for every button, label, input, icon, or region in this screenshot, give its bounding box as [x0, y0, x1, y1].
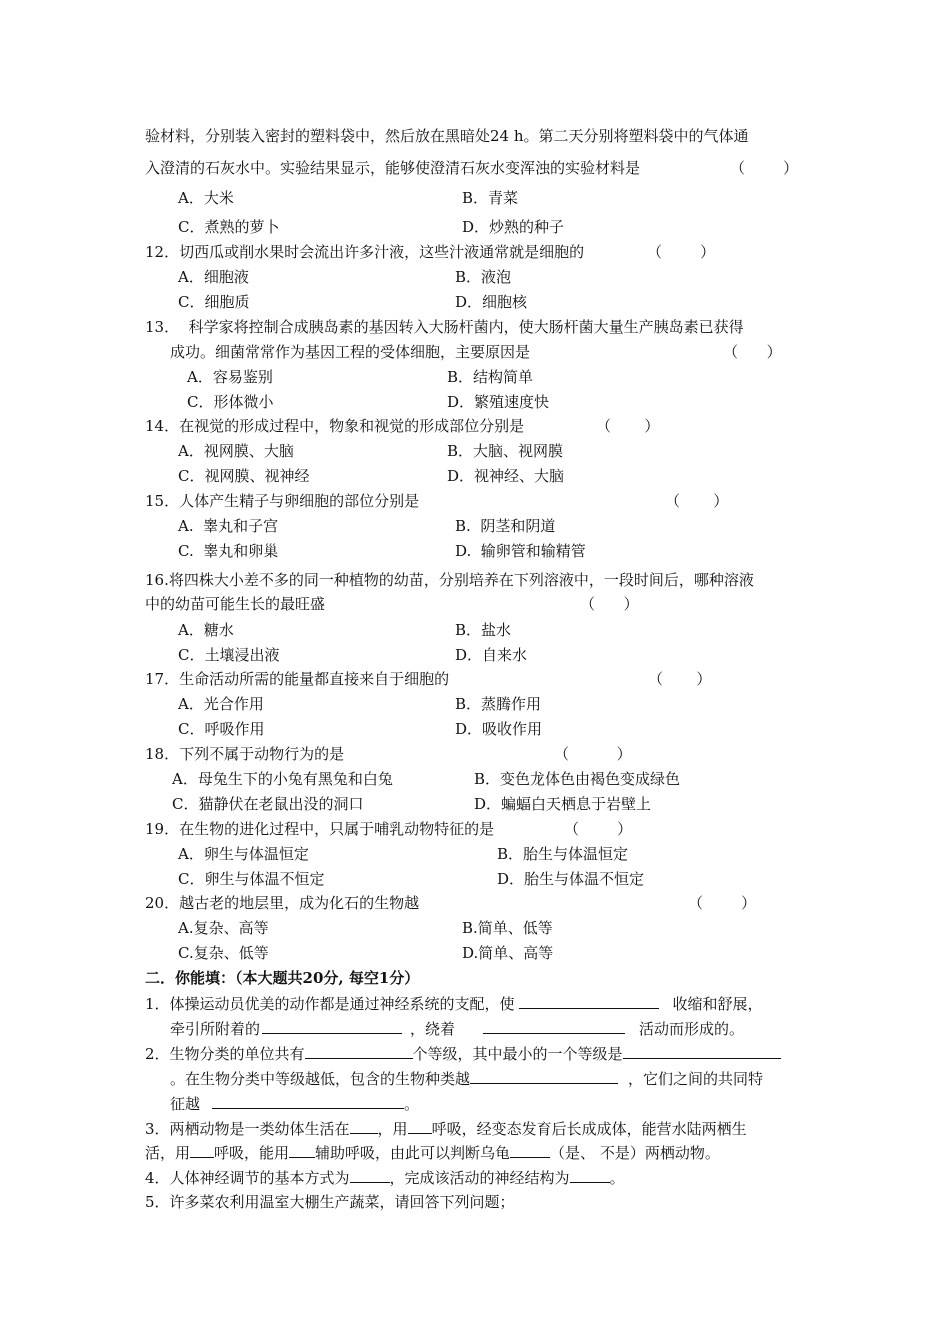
fill-1-text-d: ，绕着	[410, 1020, 456, 1038]
q18-option-b: B．变色龙体色由褐色变成绿色	[474, 770, 681, 788]
fill-2-blank-3[interactable]	[470, 1068, 618, 1084]
fill-3-blank-5[interactable]	[510, 1142, 550, 1158]
q18-option-a: A．母兔生下的小兔有黑兔和白兔	[172, 770, 393, 788]
q15-option-a: A. 睾丸和子宫	[178, 517, 279, 535]
q11-option-b: B．青菜	[462, 189, 519, 207]
q19-stem: 19．在生物的进化过程中，只属于哺乳动物特征的是	[145, 820, 495, 838]
fill-3-text-a: 3．两栖动物是一类幼体生活在	[145, 1120, 350, 1138]
q15-option-b: B. 阴茎和阴道	[455, 517, 556, 535]
fill-4-text-a: 4．人体神经调节的基本方式为	[145, 1169, 350, 1187]
q16-line2: 中的幼苗可能生长的最旺盛	[145, 595, 326, 613]
q17-stem: 17．生命活动所需的能量都直接来自于细胞的	[145, 670, 450, 688]
fill-2-line1	[145, 1043, 781, 1064]
q14-stem: 14．在视觉的形成过程中，物象和视觉的形成部位分别是	[145, 417, 525, 435]
q12-option-a: A．细胞液	[178, 268, 249, 286]
q15-stem: 15．人体产生精子与卵细胞的部位分别是	[145, 492, 420, 510]
fill-3-line2	[145, 1142, 720, 1163]
fill-3-text-c: 呼吸，经变态发育后长成成体，能营水陆两栖生	[431, 1120, 747, 1138]
q20-option-d: D.简单、高等	[462, 944, 554, 962]
fill-3-text-d: 活，用	[145, 1144, 191, 1162]
q16-line1: 16.将四株大小差不多的同一种植物的幼苗，分别培养在下列溶液中，一段时间后，哪种溶液	[145, 571, 754, 589]
q11-option-d: D．炒熟的种子	[462, 218, 565, 236]
q14-option-d: D．视神经、大脑	[447, 467, 565, 485]
fill-3-blank-2[interactable]	[408, 1118, 432, 1134]
q19-answer-paren: （ ）	[564, 820, 633, 838]
q13-option-d: D．繁殖速度快	[447, 393, 550, 411]
fill-1-line1	[145, 993, 763, 1014]
q16-option-a: A．糖水	[178, 621, 234, 639]
q17-option-a: A．光合作用	[178, 695, 264, 713]
q11-option-a: A．大米	[178, 189, 234, 207]
fill-1-blank-3[interactable]	[483, 1018, 625, 1034]
fill-2-text-d: ，它们之间的共同特	[628, 1070, 764, 1088]
section-2-title: 二．你能填：（本大题共20分, 每空1分）	[145, 969, 420, 987]
q12-stem: 12．切西瓜或削水果时会流出许多汁液，这些汁液通常就是细胞的	[145, 243, 585, 261]
fill-1-text-b: 收缩和舒展，	[672, 995, 763, 1013]
q13-line2: 成功。细菌常常作为基因工程的受体细胞，主要原因是	[170, 343, 531, 361]
q16-option-d: D．自来水	[455, 646, 528, 664]
q13-line1: 13． 科学家将控制合成胰岛素的基因转入大肠杆菌内，使大肠杆菌大量生产胰岛素已获得	[145, 318, 744, 336]
fill-2-line2	[170, 1068, 763, 1089]
fill-2-text-c: 。在生物分类中等级越低，包含的生物种类越	[170, 1070, 471, 1088]
q12-option-b: B．液泡	[455, 268, 512, 286]
fill-4-blank-1[interactable]	[350, 1167, 390, 1183]
fill-3-text-b: ，用	[377, 1120, 408, 1138]
q14-option-b: B．大脑、视网膜	[447, 442, 564, 460]
q16-answer-paren: （ ）	[580, 595, 639, 613]
q14-option-a: A．视网膜、大脑	[178, 442, 294, 460]
q17-option-d: D．吸收作用	[455, 720, 543, 738]
q12-option-d: D．细胞核	[455, 293, 528, 311]
fill-2-text-a: 2．生物分类的单位共有	[145, 1045, 305, 1063]
q13-option-c: C．形体微小	[187, 393, 274, 411]
q20-stem: 20．越古老的地层里，成为化石的生物越	[145, 894, 420, 912]
fill-1-blank-1[interactable]	[519, 993, 659, 1009]
q13-option-a: A．容易鉴别	[187, 368, 273, 386]
q17-option-c: C．呼吸作用	[178, 720, 265, 738]
q19-option-c: C．卵生与体温不恒定	[178, 870, 325, 888]
q15-answer-paren: （ ）	[665, 492, 729, 510]
q20-option-a: A.复杂、高等	[178, 919, 269, 937]
q18-option-c: C．猫静伏在老鼠出没的洞口	[172, 795, 364, 813]
q12-answer-paren: （ ）	[647, 243, 716, 261]
fill-4-blank-2[interactable]	[570, 1167, 610, 1183]
q17-option-b: B．蒸腾作用	[455, 695, 542, 713]
fill-2-line3	[170, 1093, 419, 1114]
fill-2-text-e: 征越	[170, 1095, 201, 1113]
q14-option-c: C．视网膜、视神经	[178, 467, 310, 485]
q17-answer-paren: （ ）	[648, 670, 712, 688]
fill-1-text-e: 活动而形成的。	[639, 1020, 745, 1038]
q13-option-b: B．结构简单	[447, 368, 534, 386]
fill-3-text-e: 呼吸，能用	[214, 1144, 290, 1162]
q20-option-b: B.简单、低等	[462, 919, 553, 937]
q15-option-d: D. 输卵管和输精管	[455, 542, 586, 560]
fill-3-line1	[145, 1118, 747, 1139]
q16-option-b: B．盐水	[455, 621, 512, 639]
fill-2-blank-4[interactable]	[212, 1093, 404, 1109]
fill-3-blank-3[interactable]	[190, 1142, 214, 1158]
q13-answer-paren: （ ）	[723, 343, 782, 361]
fill-4-text-b: ，完成该活动的神经结构为	[389, 1169, 570, 1187]
fill-5-line: 5．许多菜农利用温室大棚生产蔬菜，请回答下列问题；	[145, 1193, 515, 1211]
fill-2-blank-1[interactable]	[305, 1043, 413, 1059]
q14-answer-paren: （ ）	[596, 417, 660, 435]
q15-option-c: C. 睾丸和卵巢	[178, 542, 279, 560]
q20-option-c: C.复杂、低等	[178, 944, 269, 962]
q16-option-c: C．土壤浸出液	[178, 646, 280, 664]
fill-3-blank-1[interactable]	[350, 1118, 378, 1134]
fill-2-blank-2[interactable]	[623, 1043, 781, 1059]
q20-answer-paren: （ ）	[688, 894, 757, 912]
fill-1-blank-2[interactable]	[262, 1018, 402, 1034]
q18-answer-paren: （ ）	[554, 745, 632, 763]
fill-2-text-b: 个等级，其中最小的一个等级是	[412, 1045, 623, 1063]
q19-option-b: B．胎生与体温恒定	[497, 845, 629, 863]
fill-1-text-a: 1．体操运动员优美的动作都是通过神经系统的支配，使	[145, 995, 515, 1013]
q11-option-c: C．煮熟的萝卜	[178, 218, 280, 236]
q19-option-d: D．胎生与体温不恒定	[497, 870, 645, 888]
fill-3-text-g: （是、 不是）两栖动物。	[550, 1144, 720, 1162]
q11-line1: 验材料，分别装入密封的塑料袋中，然后放在黑暗处24 h。第二天分别将塑料袋中的气体通	[145, 127, 749, 145]
q18-option-d: D．蝙蝠白天栖息于岩壁上	[474, 795, 652, 813]
q11-line2: 入澄清的石灰水中。实验结果显示，能够使澄清石灰水变浑浊的实验材料是	[145, 159, 641, 177]
q12-option-c: C．细胞质	[178, 293, 250, 311]
q19-option-a: A．卵生与体温恒定	[178, 845, 309, 863]
fill-4-line	[145, 1167, 625, 1188]
fill-2-text-f: 。	[404, 1095, 420, 1113]
q18-stem: 18．下列不属于动物行为的是	[145, 745, 345, 763]
fill-1-text-c: 牵引所附着的	[170, 1020, 261, 1038]
fill-3-blank-4[interactable]	[289, 1142, 315, 1158]
fill-1-line2	[170, 1018, 744, 1039]
fill-3-text-f: 辅助呼吸，由此可以判断乌龟	[315, 1144, 511, 1162]
q11-answer-paren: （ ）	[730, 159, 799, 177]
fill-4-text-c: 。	[609, 1169, 625, 1187]
